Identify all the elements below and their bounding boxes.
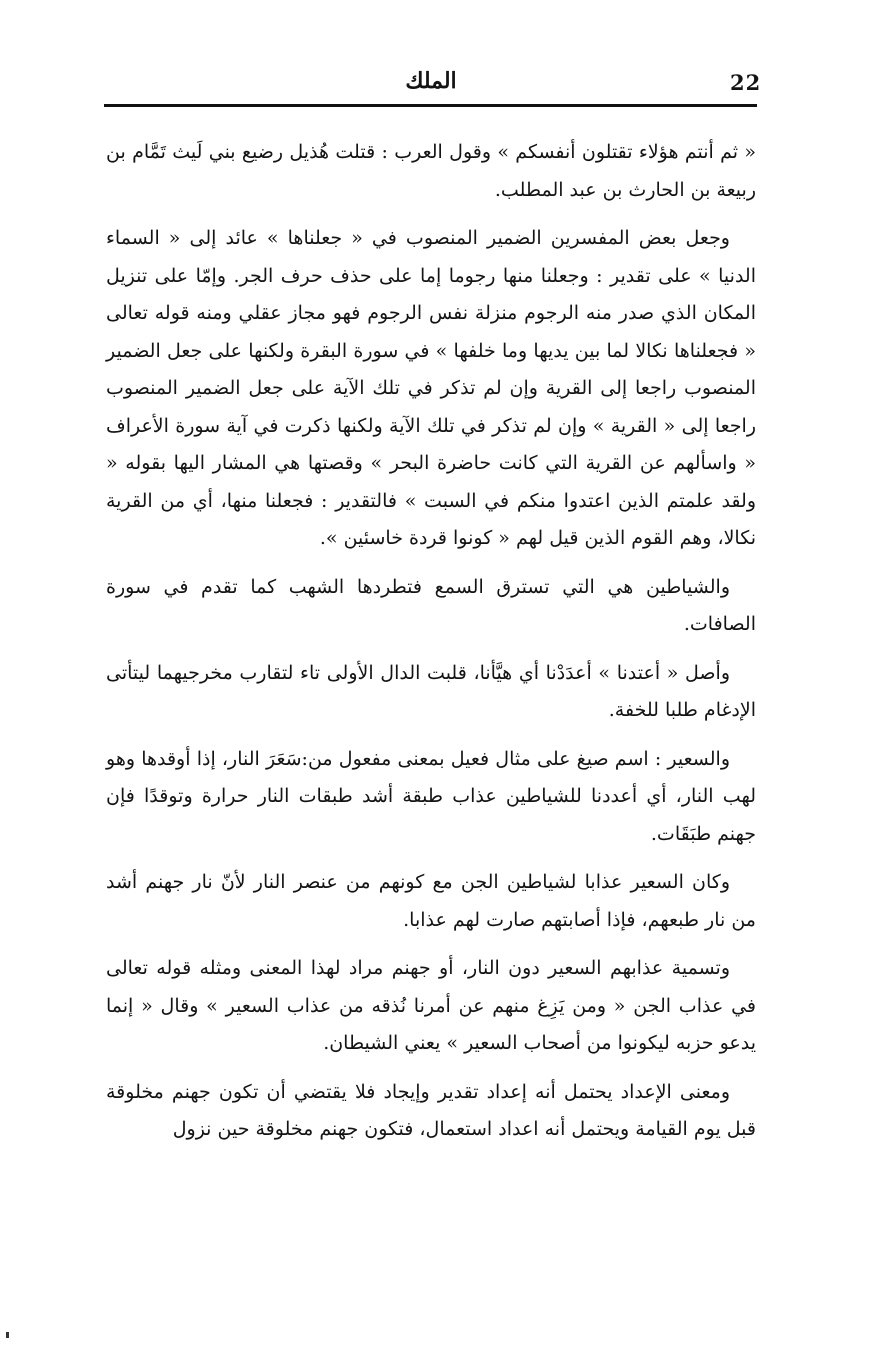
paragraph: وكان السعير عذابا لشياطين الجن مع كونهم من عنصر النار لأنّ نار جهنم أشد من نار طبعهم، فإذا أصابتهم صارت لهم عذابا. (106, 871, 756, 931)
paragraph: وتسمية عذابهم السعير دون النار، أو جهنم مراد لهذا المعنى ومثله قوله تعالى في عذاب الجن « ومن يَزِغ منهم عن أمرنا نُذقه من عذاب السعير » وقال « إنما يدعو حزبه ليكونوا من أصحاب السعير » يعني الشيطان. (106, 957, 756, 1054)
paragraph: والشياطين هي التي تسترق السمع فتطردها الشهب كما تقدم في سورة الصافات. (106, 575, 756, 635)
paragraph: « ثم أنتم هؤلاء تقتلون أنفسكم » وقول العرب : قتلت هُذيل رضيع بني لَيث تَمَّام بن ربيعة بن الحارث بن عبد المطلب. (106, 141, 756, 201)
paragraph: والسعير : اسم صيغ على مثال فعيل بمعنى مفعول من:سَعَرَ النار، إذا أوقدها وهو لهب النار، أي أعددنا للشياطين عذاب طبقة أشد طبقات النار حرارة وتوقدًا فإن جهنم طبَقَات. (106, 747, 756, 845)
page-number: 22 (730, 70, 762, 95)
page-header (105, 66, 762, 100)
paragraph: وجعل بعض المفسرين الضمير المنصوب في « جعلناها » عائد إلى « السماء الدنيا » على تقدير : وجعلنا منها رجوما إما على حذف حرف الجر. وإمّا على تنزيل المكان الذي صدر منه الرجوم منزلة نفس الرجوم فهو مجاز عقلي ومنه قوله تعالى « فجعلناها نكالا لما بين يديها وما خلفها » في سورة البقرة ولكنها على جعل الضمير المنصوب راجعا إلى القرية وإن لم تذكر في تلك الآية على جعل الضمير المنصوب راجعا إلى « القرية » وإن لم تذكر في تلك الآية ولكنها ذكرت في آية سورة الأعراف « واسألهم عن القرية التي كانت حاضرة البحر » وقصتها هي المشار اليها بقوله « ولقد علمتم الذين اعتدوا منكم في السبت » فالتقدير : فجعلنا منها، أي من القرية نكالا، وهم القوم الذين قيل لهم « كونوا قردة خاسئين ». (106, 227, 756, 549)
paragraph: وأصل « أعتدنا » أعدَدْنا أي هيَّأنا، قلبت الدال الأولى تاء لتقارب مخرجيهما ليتأتى الإدغام طلبا للخفة. (106, 661, 756, 721)
scan-margin-mark (6, 1332, 9, 1338)
header-divider (104, 104, 757, 107)
page-body (106, 134, 756, 1160)
running-title: الملك (405, 68, 457, 94)
paragraph: ومعنى الإعداد يحتمل أنه إعداد تقدير وإيجاد فلا يقتضي أن تكون جهنم مخلوقة قبل يوم القيامة ويحتمل أنه اعداد استعمال، فتكون جهنم مخلوقة حين نزول (106, 1080, 756, 1140)
